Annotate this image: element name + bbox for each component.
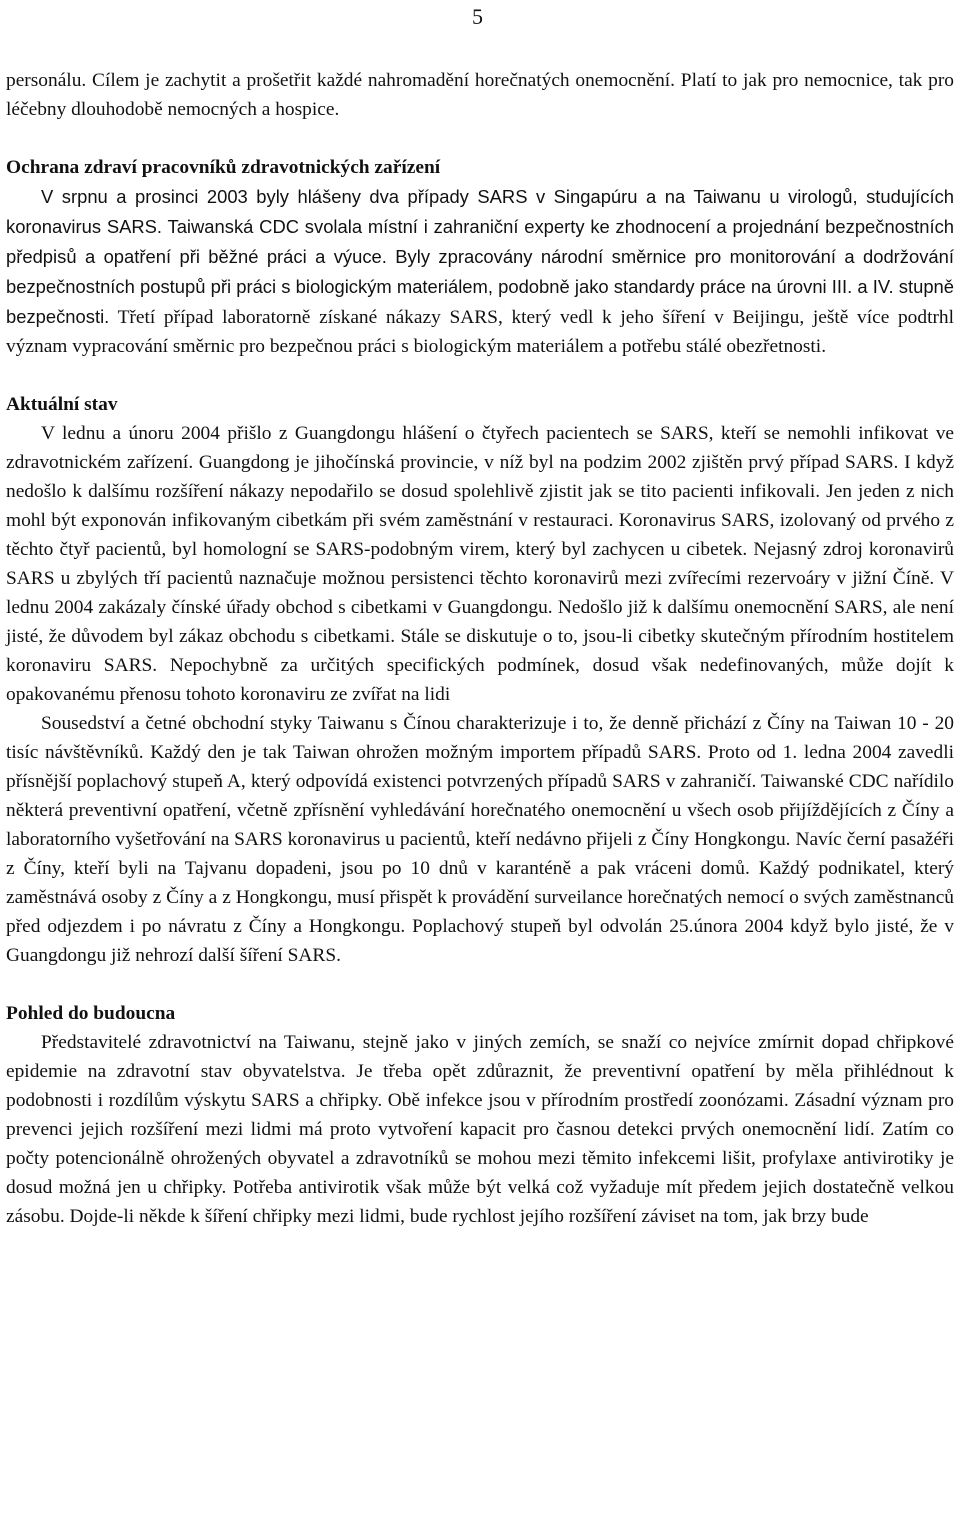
worker-protection-text-sans: V srpnu a prosinci 2003 byly hlášeny dva případy SARS v Singapúru a na Taiwanu u virologů, studujících koronavirus SARS. Taiwanská CDC svolala místní i zahraniční experty ke zhodnocení a projednání bezpečnostních předpisů a opatření při běžné práci a výuce. Byly zpracovány národní směrnice pro monitorování a dodržování bezpečnostních postupů při práci s biologickým materiálem, podobně jako standardy práce na úrovni III. a IV. stupně bezpečnosti. (6, 186, 954, 327)
section-heading-worker-protection: Ochrana zdraví pracovníků zdravotnických zařízení (6, 157, 441, 178)
current-status-paragraph-1: V lednu a únoru 2004 přišlo z Guangdongu hlášení o čtyřech pacientech se SARS, kteří se nemohli infikovat ve zdravotnickém zařízení. Guangdong je jihočínská provincie, v níž byl na podzim 2002 zjištěn prvý případ SARS. I když nedošlo k dalšímu rozšíření nákazy nepodařilo se dosud spolehlivě zjistit jak se tito pacienti infikovali. Jen jeden z nich mohl být exponován infikovaným cibetkám při svém zaměstnání v restauraci. Koronavirus SARS, izolovaný od prvého z těchto čtyř pacientů, byl homologní se SARS-podobným virem, který byl zachycen u cibetek. Nejasný zdroj koronavirů SARS u zbylých tří pacientů naznačuje možnou persistenci těchto koronavirů mezi zvířecími rezervoáry v jižní Číně. V lednu 2004 zakázaly čínské úřady obchod s cibetkami v Guangdongu. Nedošlo již k dalšímu onemocnění SARS, ale není jisté, že důvodem byl zákaz obchodu s cibetkami. Stále se diskutuje o to, jsou-li cibetky skutečným přírodním hostitelem koronaviru SARS. Nepochybně za určitých specifických podmínek, dosud však nedefinovaných, může dojít k opakovanému přenosu tohoto koronaviru ze zvířat na lidi (6, 423, 954, 705)
worker-protection-text-serif: Třetí případ laboratorně získané nákazy SARS, který vedl k jeho šíření v Beijingu, ještě více podtrhl význam vypracování směrnic pro bezpečnou práci s biologickým materiálem a potřebu stálé obezřetnosti. (6, 307, 954, 357)
page-number: 5 (472, 4, 483, 29)
worker-protection-paragraph (6, 182, 954, 361)
spacer (6, 124, 954, 153)
spacer (6, 970, 954, 999)
section-heading-current-status: Aktuální stav (6, 394, 118, 415)
outlook-paragraph: Představitelé zdravotnictví na Taiwanu, stejně jako v jiných zemích, se snaží co nejvíce zmírnit dopad chřipkové epidemie na zdravotní stav obyvatelstva. Je třeba opět zdůraznit, že preventivní opatření by měla přihlédnout k podobnosti i rozdílům výskytu SARS a chřipky. Obě infekce jsou v přírodním prostředí zoonózami. Zásadní význam pro prevenci jejich rozšíření mezi lidmi má proto vytvoření kapacit pro časnou detekci prvých onemocnění lidí. Zatím co počty potencionálně ohrožených obyvatel a zdravotníků se mohou mezi těmito infekcemi lišit, profylaxe antivirotiky je dosud možná jen u chřipky. Potřeba antivirotik však může být velká což vyžaduje mít předem jejich dostatečně velkou zásobu. Dojde-li někde k šíření chřipky mezi lidmi, bude rychlost jejího rozšíření záviset na tom, jak brzy bude (6, 1032, 954, 1227)
document-body (6, 66, 954, 1231)
current-status-paragraph-2: Sousedství a četné obchodní styky Taiwanu s Čínou charakterizuje i to, že denně přichází z Číny na Taiwan 10 - 20 tisíc návštěvníků. Každý den je tak Taiwan ohrožen možným importem případů SARS. Proto od 1. ledna 2004 zavedli přísnější poplachový stupeň A, který odpovídá existenci potvrzených případů SARS v zahraničí. Taiwanské CDC nařídilo některá preventivní opatření, včetně zpřísnění vyhledávání horečnatého onemocnění u všech osob přijíždějících z Číny a laboratorního vyšetřování na SARS koronavirus u pacientů, kteří nedávno přijeli z Číny Hongkongu. Navíc černí pasažéři z Číny, kteří byli na Tajvanu dopadeni, jsou po 10 dnů v karanténě a pak vráceni domů. Každý podnikatel, který zaměstnává osoby z Číny a z Hongkongu, musí přispět k provádění surveilance horečnatých nemocí o svých zaměstnanců před odjezdem i po návratu z Číny a Hongkongu. Poplachový stupeň byl odvolán 25.února 2004 když bylo jisté, že v Guangdongu již nehrozí další šíření SARS. (6, 713, 954, 966)
intro-paragraph: personálu. Cílem je zachytit a prošetřit každé nahromadění horečnatých onemocnění. Platí to jak pro nemocnice, tak pro léčebny dlouhodobě nemocných a hospice. (6, 70, 954, 120)
section-heading-outlook: Pohled do budoucna (6, 1003, 176, 1024)
spacer (6, 361, 954, 390)
